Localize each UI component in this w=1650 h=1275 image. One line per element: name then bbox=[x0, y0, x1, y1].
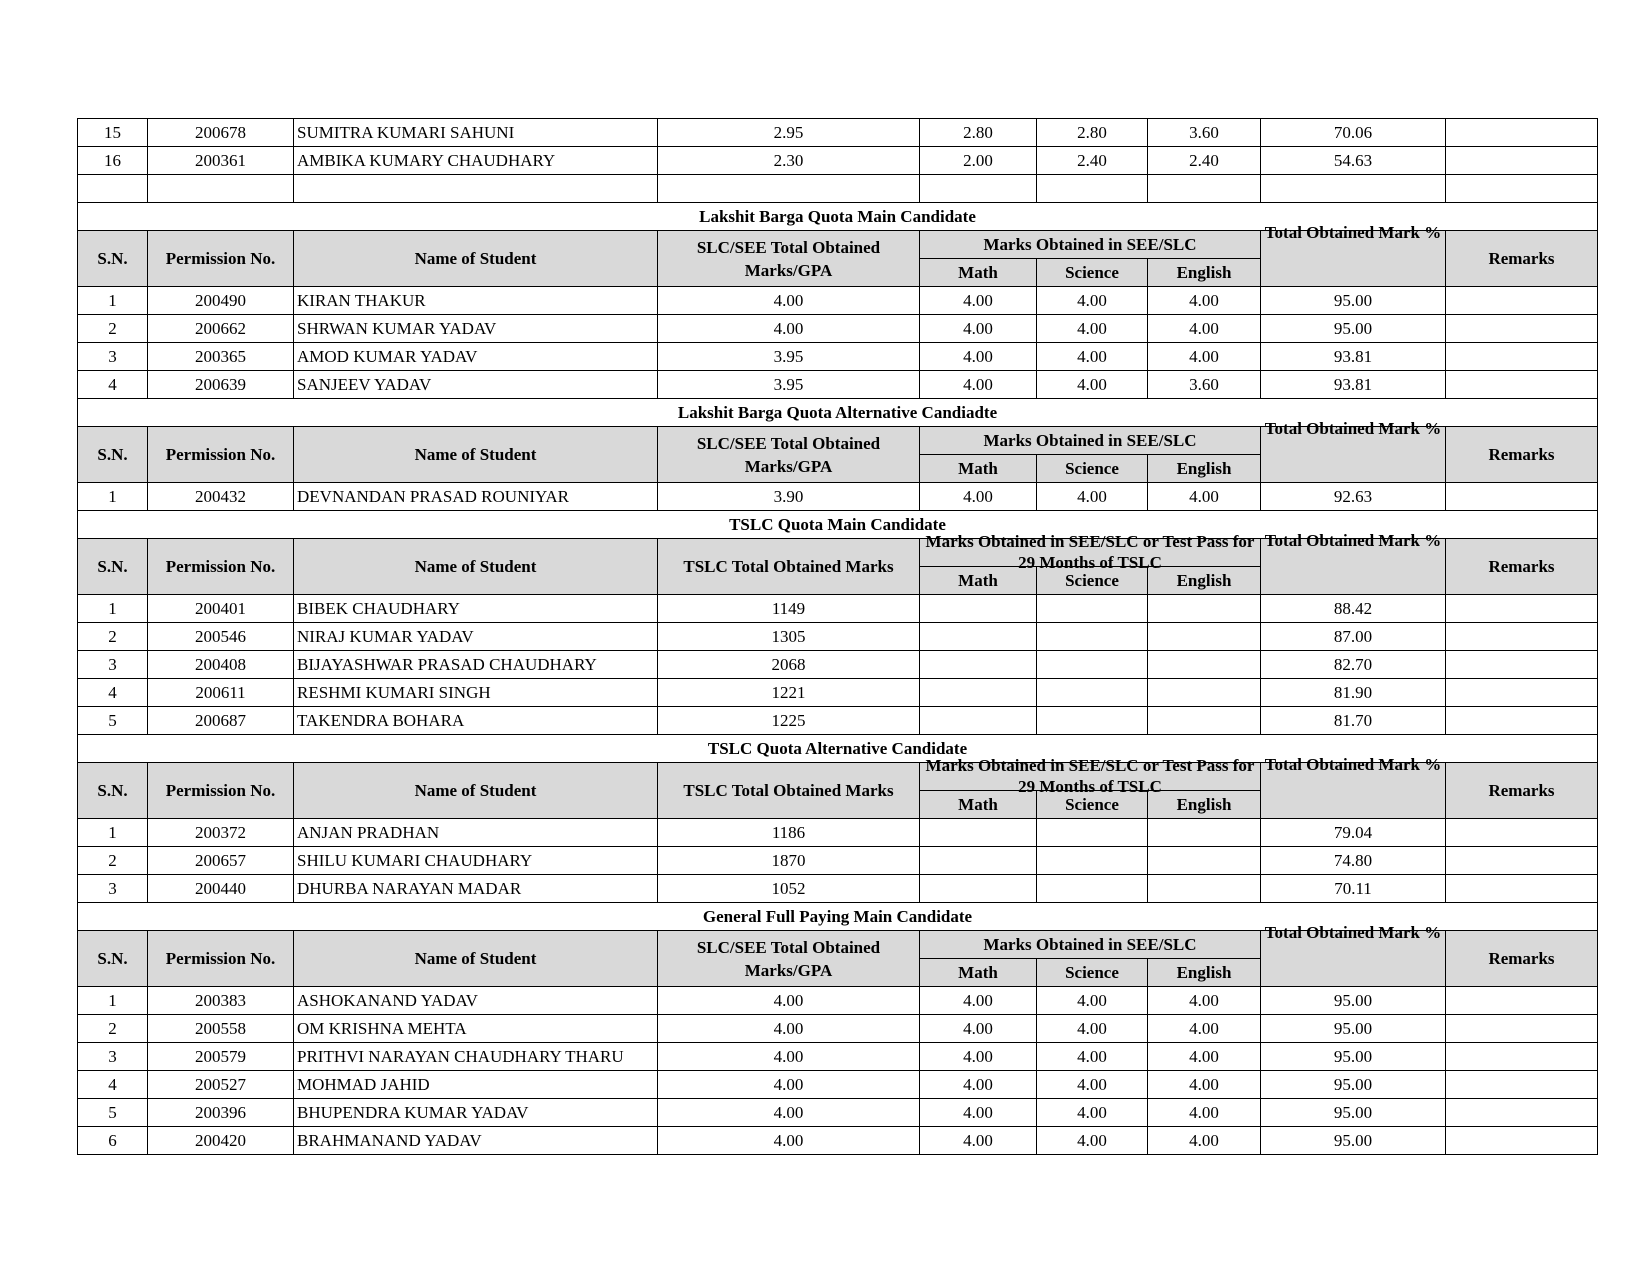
math-cell bbox=[920, 595, 1037, 623]
empty-cell bbox=[1037, 175, 1148, 203]
math-cell: 4.00 bbox=[920, 343, 1037, 371]
empty-cell bbox=[920, 175, 1037, 203]
english-cell bbox=[1148, 875, 1261, 903]
header-student-name: Name of Student bbox=[294, 231, 658, 287]
remarks-cell bbox=[1446, 1127, 1598, 1155]
empty-row bbox=[78, 175, 1598, 203]
science-cell bbox=[1037, 875, 1148, 903]
table-row bbox=[78, 819, 1598, 847]
remarks-cell bbox=[1446, 651, 1598, 679]
header-remarks: Remarks bbox=[1446, 539, 1598, 595]
english-cell: 4.00 bbox=[1148, 287, 1261, 315]
header-marks-obtained: Marks Obtained in SEE/SLC bbox=[920, 931, 1261, 959]
header-total-percentage-label: Total Obtained Mark % bbox=[1264, 531, 1442, 550]
total-marks-cell: 4.00 bbox=[658, 1127, 920, 1155]
student-name-cell: TAKENDRA BOHARA bbox=[294, 707, 658, 735]
permission-no-cell: 200639 bbox=[148, 371, 294, 399]
math-cell bbox=[920, 651, 1037, 679]
column-header-row bbox=[78, 763, 1598, 791]
total-marks-cell: 2068 bbox=[658, 651, 920, 679]
header-sn: S.N. bbox=[78, 931, 148, 987]
empty-cell bbox=[148, 175, 294, 203]
science-cell: 2.80 bbox=[1037, 119, 1148, 147]
header-math: Math bbox=[920, 959, 1037, 987]
permission-no-cell: 200365 bbox=[148, 343, 294, 371]
math-cell bbox=[920, 707, 1037, 735]
math-cell: 4.00 bbox=[920, 987, 1037, 1015]
header-sn: S.N. bbox=[78, 231, 148, 287]
math-cell: 2.00 bbox=[920, 147, 1037, 175]
remarks-cell bbox=[1446, 1071, 1598, 1099]
header-permission-no: Permission No. bbox=[148, 539, 294, 595]
student-name-cell: AMBIKA KUMARY CHAUDHARY bbox=[294, 147, 658, 175]
table-row bbox=[78, 987, 1598, 1015]
science-cell: 4.00 bbox=[1037, 287, 1148, 315]
science-cell: 4.00 bbox=[1037, 1043, 1148, 1071]
table-row bbox=[78, 119, 1598, 147]
header-permission-no: Permission No. bbox=[148, 231, 294, 287]
english-cell: 4.00 bbox=[1148, 1015, 1261, 1043]
header-total-percentage bbox=[1261, 923, 1446, 987]
header-marks-obtained-label: Marks Obtained in SEE/SLC or Test Pass for 29 Months of TSLC bbox=[925, 532, 1255, 572]
header-total-percentage bbox=[1261, 419, 1446, 483]
header-total-percentage bbox=[1261, 755, 1446, 819]
total-marks-cell: 1149 bbox=[658, 595, 920, 623]
empty-cell bbox=[1446, 175, 1598, 203]
total-marks-cell: 4.00 bbox=[658, 1043, 920, 1071]
header-marks-obtained bbox=[920, 532, 1261, 572]
table-row bbox=[78, 1043, 1598, 1071]
header-total-marks-label: SLC/SEE Total Obtained Marks/GPA bbox=[696, 937, 881, 980]
percentage-cell: 74.80 bbox=[1261, 847, 1446, 875]
header-english: English bbox=[1148, 791, 1261, 819]
header-sn: S.N. bbox=[78, 763, 148, 819]
header-total-marks-label: SLC/SEE Total Obtained Marks/GPA bbox=[696, 433, 881, 476]
header-total-percentage-label: Total Obtained Mark % bbox=[1264, 755, 1442, 774]
sn-cell: 5 bbox=[78, 1099, 148, 1127]
science-cell bbox=[1037, 707, 1148, 735]
remarks-cell bbox=[1446, 847, 1598, 875]
remarks-cell bbox=[1446, 483, 1598, 511]
section-title: TSLC Quota Main Candidate bbox=[78, 511, 1598, 539]
student-name-cell: BIBEK CHAUDHARY bbox=[294, 595, 658, 623]
remarks-cell bbox=[1446, 875, 1598, 903]
english-cell bbox=[1148, 707, 1261, 735]
science-cell: 4.00 bbox=[1037, 987, 1148, 1015]
merit-list-table bbox=[77, 118, 1598, 1155]
percentage-cell: 95.00 bbox=[1261, 1127, 1446, 1155]
column-header-row bbox=[78, 427, 1598, 455]
empty-cell bbox=[1148, 175, 1261, 203]
percentage-cell: 70.11 bbox=[1261, 875, 1446, 903]
student-name-cell: SUMITRA KUMARI SAHUNI bbox=[294, 119, 658, 147]
table-row bbox=[78, 371, 1598, 399]
sn-cell: 2 bbox=[78, 315, 148, 343]
header-marks-obtained bbox=[920, 756, 1261, 796]
percentage-cell: 70.06 bbox=[1261, 119, 1446, 147]
total-marks-cell: 3.95 bbox=[658, 371, 920, 399]
english-cell: 4.00 bbox=[1148, 1099, 1261, 1127]
header-student-name: Name of Student bbox=[294, 763, 658, 819]
table-row bbox=[78, 483, 1598, 511]
table-row bbox=[78, 315, 1598, 343]
percentage-cell: 88.42 bbox=[1261, 595, 1446, 623]
table-row bbox=[78, 707, 1598, 735]
permission-no-cell: 200579 bbox=[148, 1043, 294, 1071]
header-math: Math bbox=[920, 791, 1037, 819]
header-remarks: Remarks bbox=[1446, 427, 1598, 483]
student-name-cell: MOHMAD JAHID bbox=[294, 1071, 658, 1099]
permission-no-cell: 200372 bbox=[148, 819, 294, 847]
english-cell: 4.00 bbox=[1148, 483, 1261, 511]
header-total-marks bbox=[658, 931, 920, 987]
table-row bbox=[78, 875, 1598, 903]
header-remarks: Remarks bbox=[1446, 763, 1598, 819]
table-row bbox=[78, 147, 1598, 175]
math-cell bbox=[920, 819, 1037, 847]
header-english: English bbox=[1148, 259, 1261, 287]
percentage-cell: 95.00 bbox=[1261, 987, 1446, 1015]
permission-no-cell: 200657 bbox=[148, 847, 294, 875]
remarks-cell bbox=[1446, 287, 1598, 315]
percentage-cell: 87.00 bbox=[1261, 623, 1446, 651]
student-name-cell: NIRAJ KUMAR YADAV bbox=[294, 623, 658, 651]
percentage-cell: 95.00 bbox=[1261, 1071, 1446, 1099]
total-marks-cell: 4.00 bbox=[658, 1071, 920, 1099]
section-title: Lakshit Barga Quota Alternative Candiadte bbox=[78, 399, 1598, 427]
science-cell bbox=[1037, 847, 1148, 875]
column-header-row bbox=[78, 231, 1598, 259]
english-cell bbox=[1148, 595, 1261, 623]
header-total-marks: TSLC Total Obtained Marks bbox=[658, 763, 920, 819]
permission-no-cell: 200383 bbox=[148, 987, 294, 1015]
permission-no-cell: 200432 bbox=[148, 483, 294, 511]
sn-cell: 1 bbox=[78, 819, 148, 847]
english-cell bbox=[1148, 623, 1261, 651]
header-math: Math bbox=[920, 567, 1037, 595]
science-cell: 4.00 bbox=[1037, 1015, 1148, 1043]
percentage-cell: 95.00 bbox=[1261, 1099, 1446, 1127]
english-cell: 4.00 bbox=[1148, 1043, 1261, 1071]
remarks-cell bbox=[1446, 987, 1598, 1015]
remarks-cell bbox=[1446, 679, 1598, 707]
remarks-cell bbox=[1446, 119, 1598, 147]
total-marks-cell: 1305 bbox=[658, 623, 920, 651]
percentage-cell: 93.81 bbox=[1261, 371, 1446, 399]
math-cell: 2.80 bbox=[920, 119, 1037, 147]
english-cell: 4.00 bbox=[1148, 1127, 1261, 1155]
total-marks-cell: 4.00 bbox=[658, 987, 920, 1015]
english-cell: 4.00 bbox=[1148, 315, 1261, 343]
empty-cell bbox=[294, 175, 658, 203]
student-name-cell: DHURBA NARAYAN MADAR bbox=[294, 875, 658, 903]
science-cell: 4.00 bbox=[1037, 483, 1148, 511]
header-remarks: Remarks bbox=[1446, 931, 1598, 987]
percentage-cell: 95.00 bbox=[1261, 1015, 1446, 1043]
total-marks-cell: 4.00 bbox=[658, 287, 920, 315]
header-total-marks bbox=[658, 427, 920, 483]
english-cell bbox=[1148, 847, 1261, 875]
header-english: English bbox=[1148, 959, 1261, 987]
total-marks-cell: 1221 bbox=[658, 679, 920, 707]
remarks-cell bbox=[1446, 623, 1598, 651]
header-sn: S.N. bbox=[78, 539, 148, 595]
header-science: Science bbox=[1037, 959, 1148, 987]
sn-cell: 3 bbox=[78, 875, 148, 903]
student-name-cell: ASHOKANAND YADAV bbox=[294, 987, 658, 1015]
student-name-cell: BRAHMANAND YADAV bbox=[294, 1127, 658, 1155]
permission-no-cell: 200396 bbox=[148, 1099, 294, 1127]
science-cell bbox=[1037, 679, 1148, 707]
percentage-cell: 81.90 bbox=[1261, 679, 1446, 707]
percentage-cell: 82.70 bbox=[1261, 651, 1446, 679]
student-name-cell: SHRWAN KUMAR YADAV bbox=[294, 315, 658, 343]
remarks-cell bbox=[1446, 371, 1598, 399]
total-marks-cell: 4.00 bbox=[658, 315, 920, 343]
english-cell: 4.00 bbox=[1148, 343, 1261, 371]
permission-no-cell: 200611 bbox=[148, 679, 294, 707]
total-marks-cell: 3.95 bbox=[658, 343, 920, 371]
header-total-percentage-label: Total Obtained Mark % bbox=[1264, 223, 1442, 242]
remarks-cell bbox=[1446, 1099, 1598, 1127]
sn-cell: 2 bbox=[78, 623, 148, 651]
header-marks-obtained: Marks Obtained in SEE/SLC bbox=[920, 427, 1261, 455]
table-row bbox=[78, 679, 1598, 707]
header-marks-obtained: Marks Obtained in SEE/SLC bbox=[920, 231, 1261, 259]
remarks-cell bbox=[1446, 819, 1598, 847]
total-marks-cell: 1225 bbox=[658, 707, 920, 735]
science-cell: 4.00 bbox=[1037, 1127, 1148, 1155]
table-row bbox=[78, 287, 1598, 315]
science-cell: 2.40 bbox=[1037, 147, 1148, 175]
permission-no-cell: 200687 bbox=[148, 707, 294, 735]
header-student-name: Name of Student bbox=[294, 539, 658, 595]
header-total-marks-label: SLC/SEE Total Obtained Marks/GPA bbox=[696, 237, 881, 280]
table-row bbox=[78, 847, 1598, 875]
math-cell: 4.00 bbox=[920, 371, 1037, 399]
permission-no-cell: 200420 bbox=[148, 1127, 294, 1155]
remarks-cell bbox=[1446, 343, 1598, 371]
english-cell: 4.00 bbox=[1148, 1071, 1261, 1099]
percentage-cell: 54.63 bbox=[1261, 147, 1446, 175]
header-permission-no: Permission No. bbox=[148, 763, 294, 819]
header-english: English bbox=[1148, 567, 1261, 595]
sn-cell: 1 bbox=[78, 987, 148, 1015]
english-cell: 3.60 bbox=[1148, 119, 1261, 147]
header-science: Science bbox=[1037, 259, 1148, 287]
sn-cell: 3 bbox=[78, 343, 148, 371]
student-name-cell: DEVNANDAN PRASAD ROUNIYAR bbox=[294, 483, 658, 511]
math-cell: 4.00 bbox=[920, 315, 1037, 343]
permission-no-cell: 200490 bbox=[148, 287, 294, 315]
remarks-cell bbox=[1446, 1043, 1598, 1071]
science-cell bbox=[1037, 595, 1148, 623]
header-science: Science bbox=[1037, 567, 1148, 595]
student-name-cell: RESHMI KUMARI SINGH bbox=[294, 679, 658, 707]
header-total-percentage bbox=[1261, 223, 1446, 287]
math-cell bbox=[920, 847, 1037, 875]
header-permission-no: Permission No. bbox=[148, 931, 294, 987]
science-cell: 4.00 bbox=[1037, 343, 1148, 371]
student-name-cell: SHILU KUMARI CHAUDHARY bbox=[294, 847, 658, 875]
student-name-cell: AMOD KUMAR YADAV bbox=[294, 343, 658, 371]
sn-cell: 1 bbox=[78, 595, 148, 623]
permission-no-cell: 200678 bbox=[148, 119, 294, 147]
table-row bbox=[78, 595, 1598, 623]
sn-cell: 4 bbox=[78, 371, 148, 399]
remarks-cell bbox=[1446, 1015, 1598, 1043]
sn-cell: 16 bbox=[78, 147, 148, 175]
permission-no-cell: 200558 bbox=[148, 1015, 294, 1043]
sn-cell: 1 bbox=[78, 287, 148, 315]
sn-cell: 6 bbox=[78, 1127, 148, 1155]
english-cell: 4.00 bbox=[1148, 987, 1261, 1015]
header-sn: S.N. bbox=[78, 427, 148, 483]
percentage-cell: 93.81 bbox=[1261, 343, 1446, 371]
section-title: General Full Paying Main Candidate bbox=[78, 903, 1598, 931]
student-name-cell: BHUPENDRA KUMAR YADAV bbox=[294, 1099, 658, 1127]
permission-no-cell: 200408 bbox=[148, 651, 294, 679]
sn-cell: 3 bbox=[78, 651, 148, 679]
percentage-cell: 95.00 bbox=[1261, 287, 1446, 315]
empty-cell bbox=[1261, 175, 1446, 203]
student-name-cell: KIRAN THAKUR bbox=[294, 287, 658, 315]
math-cell bbox=[920, 679, 1037, 707]
sn-cell: 1 bbox=[78, 483, 148, 511]
permission-no-cell: 200440 bbox=[148, 875, 294, 903]
section-title: Lakshit Barga Quota Main Candidate bbox=[78, 203, 1598, 231]
header-total-percentage-label: Total Obtained Mark % bbox=[1264, 419, 1442, 438]
sn-cell: 2 bbox=[78, 847, 148, 875]
science-cell: 4.00 bbox=[1037, 1099, 1148, 1127]
column-header-row bbox=[78, 931, 1598, 959]
math-cell: 4.00 bbox=[920, 287, 1037, 315]
math-cell bbox=[920, 875, 1037, 903]
sn-cell: 3 bbox=[78, 1043, 148, 1071]
total-marks-cell: 1186 bbox=[658, 819, 920, 847]
percentage-cell: 95.00 bbox=[1261, 315, 1446, 343]
table-row bbox=[78, 1015, 1598, 1043]
student-name-cell: PRITHVI NARAYAN CHAUDHARY THARU bbox=[294, 1043, 658, 1071]
percentage-cell: 81.70 bbox=[1261, 707, 1446, 735]
empty-cell bbox=[78, 175, 148, 203]
sn-cell: 4 bbox=[78, 679, 148, 707]
student-name-cell: ANJAN PRADHAN bbox=[294, 819, 658, 847]
header-remarks: Remarks bbox=[1446, 231, 1598, 287]
remarks-cell bbox=[1446, 707, 1598, 735]
table-row bbox=[78, 651, 1598, 679]
remarks-cell bbox=[1446, 315, 1598, 343]
permission-no-cell: 200401 bbox=[148, 595, 294, 623]
remarks-cell bbox=[1446, 147, 1598, 175]
header-science: Science bbox=[1037, 455, 1148, 483]
header-english: English bbox=[1148, 455, 1261, 483]
sn-cell: 4 bbox=[78, 1071, 148, 1099]
science-cell: 4.00 bbox=[1037, 371, 1148, 399]
header-permission-no: Permission No. bbox=[148, 427, 294, 483]
empty-cell bbox=[658, 175, 920, 203]
table-row bbox=[78, 1071, 1598, 1099]
permission-no-cell: 200527 bbox=[148, 1071, 294, 1099]
column-header-row bbox=[78, 539, 1598, 567]
total-marks-cell: 4.00 bbox=[658, 1015, 920, 1043]
math-cell: 4.00 bbox=[920, 483, 1037, 511]
math-cell: 4.00 bbox=[920, 1043, 1037, 1071]
remarks-cell bbox=[1446, 595, 1598, 623]
table-row bbox=[78, 1127, 1598, 1155]
english-cell: 3.60 bbox=[1148, 371, 1261, 399]
sn-cell: 2 bbox=[78, 1015, 148, 1043]
english-cell bbox=[1148, 651, 1261, 679]
math-cell bbox=[920, 623, 1037, 651]
header-total-marks: TSLC Total Obtained Marks bbox=[658, 539, 920, 595]
sn-cell: 15 bbox=[78, 119, 148, 147]
english-cell: 2.40 bbox=[1148, 147, 1261, 175]
header-science: Science bbox=[1037, 791, 1148, 819]
section-title: TSLC Quota Alternative Candidate bbox=[78, 735, 1598, 763]
header-total-percentage-label: Total Obtained Mark % bbox=[1264, 923, 1442, 942]
header-marks-obtained-label: Marks Obtained in SEE/SLC or Test Pass for 29 Months of TSLC bbox=[925, 756, 1255, 796]
sn-cell: 5 bbox=[78, 707, 148, 735]
percentage-cell: 92.63 bbox=[1261, 483, 1446, 511]
science-cell: 4.00 bbox=[1037, 1071, 1148, 1099]
header-student-name: Name of Student bbox=[294, 931, 658, 987]
table-row bbox=[78, 623, 1598, 651]
header-total-marks bbox=[658, 231, 920, 287]
math-cell: 4.00 bbox=[920, 1127, 1037, 1155]
student-name-cell: SANJEEV YADAV bbox=[294, 371, 658, 399]
science-cell bbox=[1037, 623, 1148, 651]
percentage-cell: 79.04 bbox=[1261, 819, 1446, 847]
math-cell: 4.00 bbox=[920, 1071, 1037, 1099]
english-cell bbox=[1148, 819, 1261, 847]
total-marks-cell: 4.00 bbox=[658, 1099, 920, 1127]
total-marks-cell: 3.90 bbox=[658, 483, 920, 511]
student-name-cell: BIJAYASHWAR PRASAD CHAUDHARY bbox=[294, 651, 658, 679]
permission-no-cell: 200546 bbox=[148, 623, 294, 651]
total-marks-cell: 1052 bbox=[658, 875, 920, 903]
percentage-cell: 95.00 bbox=[1261, 1043, 1446, 1071]
permission-no-cell: 200662 bbox=[148, 315, 294, 343]
table-row bbox=[78, 1099, 1598, 1127]
math-cell: 4.00 bbox=[920, 1015, 1037, 1043]
header-math: Math bbox=[920, 259, 1037, 287]
science-cell bbox=[1037, 819, 1148, 847]
math-cell: 4.00 bbox=[920, 1099, 1037, 1127]
header-total-percentage bbox=[1261, 531, 1446, 595]
english-cell bbox=[1148, 679, 1261, 707]
total-marks-cell: 2.30 bbox=[658, 147, 920, 175]
table-row bbox=[78, 343, 1598, 371]
header-student-name: Name of Student bbox=[294, 427, 658, 483]
header-math: Math bbox=[920, 455, 1037, 483]
student-name-cell: OM KRISHNA MEHTA bbox=[294, 1015, 658, 1043]
total-marks-cell: 2.95 bbox=[658, 119, 920, 147]
permission-no-cell: 200361 bbox=[148, 147, 294, 175]
science-cell: 4.00 bbox=[1037, 315, 1148, 343]
total-marks-cell: 1870 bbox=[658, 847, 920, 875]
science-cell bbox=[1037, 651, 1148, 679]
